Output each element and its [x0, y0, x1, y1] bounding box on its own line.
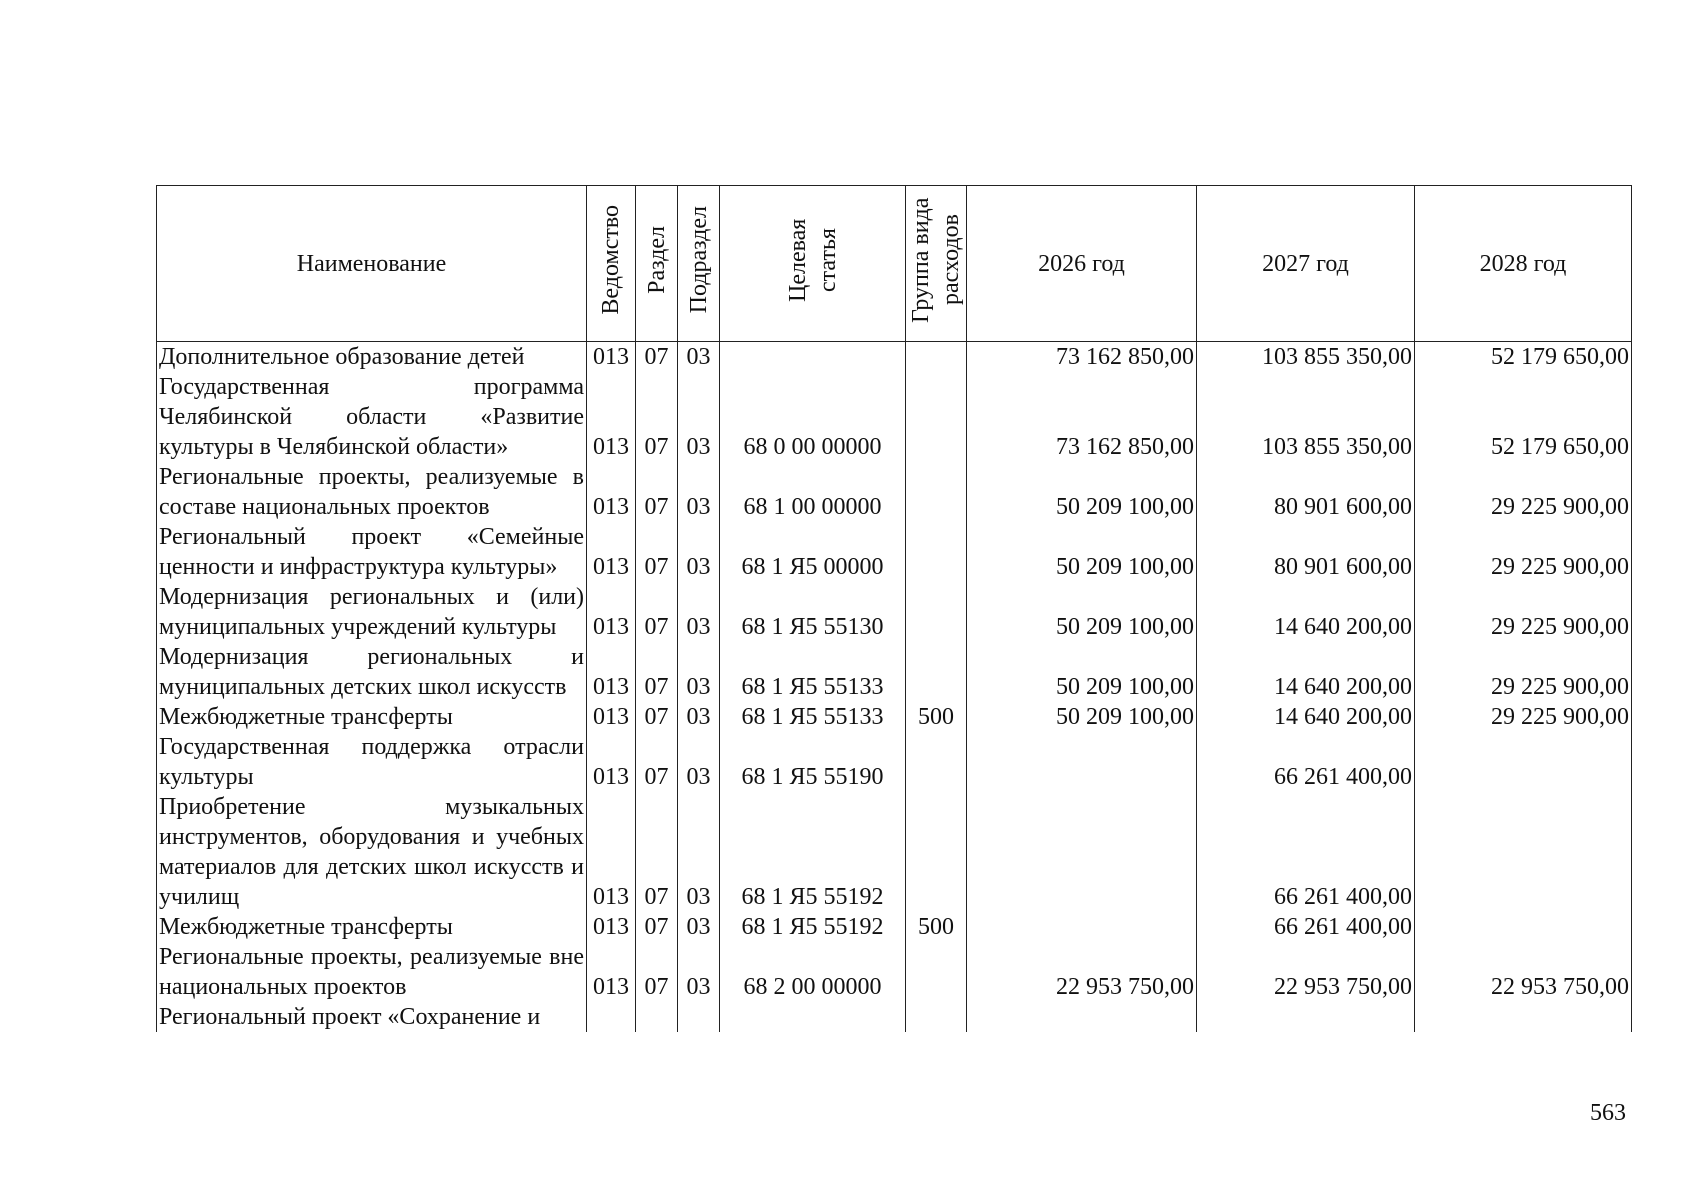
cell-subsection: 03: [678, 642, 720, 702]
cell-year-2028: 29 225 900,00: [1415, 462, 1632, 522]
cell-target-item: 68 1 Я5 55133: [720, 642, 906, 702]
cell-expense-group: [906, 522, 967, 582]
cell-year-2028: 29 225 900,00: [1415, 642, 1632, 702]
cell-year-2026: [967, 732, 1197, 792]
cell-year-2028: [1415, 732, 1632, 792]
cell-section: 07: [636, 792, 678, 912]
cell-expense-group: [906, 642, 967, 702]
cell-section: 07: [636, 582, 678, 642]
cell-name: Дополнительное образование детей: [157, 342, 587, 373]
cell-year-2027: 14 640 200,00: [1197, 702, 1415, 732]
page-number: 563: [1590, 1100, 1626, 1126]
cell-target-item: 68 1 Я5 55130: [720, 582, 906, 642]
cell-section: 07: [636, 912, 678, 942]
cell-expense-group: [906, 942, 967, 1002]
cell-year-2028: 22 953 750,00: [1415, 942, 1632, 1002]
budget-table: [156, 185, 1632, 1032]
cell-name: Государственная поддержка отрасли культуры: [157, 732, 587, 792]
cell-name: Модернизация региональных и (или) муниципальных учреждений культуры: [157, 582, 587, 642]
cell-year-2027: 14 640 200,00: [1197, 582, 1415, 642]
cell-year-2026: [967, 912, 1197, 942]
table-body: [157, 342, 1632, 1033]
table-row: [157, 1002, 1632, 1032]
cell-section: 07: [636, 342, 678, 373]
header-expense-group-label: Группа вида расходов: [908, 196, 964, 323]
header-target-item-label: Целевая статья: [784, 217, 841, 302]
header-subsection-label: Подраздел: [685, 205, 712, 314]
cell-section: 07: [636, 522, 678, 582]
cell-year-2026: 73 162 850,00: [967, 372, 1197, 462]
cell-target-item: 68 1 Я5 00000: [720, 522, 906, 582]
cell-subsection: [678, 1002, 720, 1032]
cell-department: 013: [587, 942, 636, 1002]
cell-year-2026: 22 953 750,00: [967, 942, 1197, 1002]
cell-department: 013: [587, 462, 636, 522]
table-row: [157, 582, 1632, 642]
cell-year-2027: 103 855 350,00: [1197, 372, 1415, 462]
cell-department: [587, 1002, 636, 1032]
cell-year-2027: 66 261 400,00: [1197, 732, 1415, 792]
header-year-2027-label: 2027 год: [1262, 250, 1349, 277]
cell-year-2026: 50 209 100,00: [967, 462, 1197, 522]
cell-name: Региональные проекты, реализуемые в составе национальных проектов: [157, 462, 587, 522]
header-row: [157, 186, 1632, 342]
cell-year-2028: [1415, 792, 1632, 912]
cell-year-2027: 80 901 600,00: [1197, 522, 1415, 582]
cell-year-2028: 52 179 650,00: [1415, 372, 1632, 462]
header-expense-group: [906, 186, 967, 342]
cell-year-2027: 22 953 750,00: [1197, 942, 1415, 1002]
table-row: [157, 792, 1632, 912]
header-target-item: [720, 186, 906, 342]
cell-name: Приобретение музыкальных инструментов, оборудования и учебных материалов для детских школ искусств и училищ: [157, 792, 587, 912]
table-row: [157, 462, 1632, 522]
cell-subsection: 03: [678, 582, 720, 642]
cell-expense-group: [906, 1002, 967, 1032]
table-row: [157, 372, 1632, 462]
cell-section: 07: [636, 462, 678, 522]
cell-target-item: [720, 1002, 906, 1032]
cell-section: 07: [636, 942, 678, 1002]
cell-section: 07: [636, 732, 678, 792]
header-year-2026-label: 2026 год: [1038, 250, 1125, 277]
cell-name: Региональный проект «Сохранение и: [157, 1002, 587, 1032]
header-subsection: [678, 186, 720, 342]
cell-expense-group: 500: [906, 912, 967, 942]
cell-expense-group: [906, 582, 967, 642]
cell-target-item: 68 1 Я5 55192: [720, 792, 906, 912]
cell-department: 013: [587, 372, 636, 462]
cell-name: Региональные проекты, реализуемые вне национальных проектов: [157, 942, 587, 1002]
cell-year-2028: [1415, 1002, 1632, 1032]
header-section-label: Раздел: [643, 225, 670, 294]
cell-year-2026: 73 162 850,00: [967, 342, 1197, 373]
cell-name: Межбюджетные трансферты: [157, 702, 587, 732]
cell-target-item: 68 1 00 00000: [720, 462, 906, 522]
cell-target-item: [720, 342, 906, 373]
table-row: [157, 702, 1632, 732]
cell-target-item: 68 1 Я5 55133: [720, 702, 906, 732]
cell-name: Модернизация региональных и муниципальных детских школ искусств: [157, 642, 587, 702]
cell-target-item: 68 1 Я5 55192: [720, 912, 906, 942]
cell-year-2027: 103 855 350,00: [1197, 342, 1415, 373]
cell-subsection: 03: [678, 522, 720, 582]
cell-year-2026: 50 209 100,00: [967, 702, 1197, 732]
cell-year-2027: 66 261 400,00: [1197, 912, 1415, 942]
cell-year-2026: 50 209 100,00: [967, 522, 1197, 582]
cell-year-2026: 50 209 100,00: [967, 642, 1197, 702]
cell-department: 013: [587, 792, 636, 912]
cell-year-2027: 14 640 200,00: [1197, 642, 1415, 702]
header-name-label: Наименование: [296, 250, 447, 277]
cell-subsection: 03: [678, 702, 720, 732]
cell-year-2028: 52 179 650,00: [1415, 342, 1632, 373]
header-section: [636, 186, 678, 342]
cell-expense-group: [906, 732, 967, 792]
header-year-2028-label: 2028 год: [1479, 250, 1567, 277]
cell-department: 013: [587, 642, 636, 702]
cell-name: Региональный проект «Семейные ценности и инфраструктура культуры»: [157, 522, 587, 582]
table-row: [157, 642, 1632, 702]
header-year-2026: [967, 186, 1197, 342]
cell-target-item: 68 2 00 00000: [720, 942, 906, 1002]
cell-year-2028: [1415, 912, 1632, 942]
header-department-label: Ведомство: [598, 204, 624, 315]
cell-subsection: 03: [678, 942, 720, 1002]
cell-year-2028: 29 225 900,00: [1415, 522, 1632, 582]
header-name: [157, 186, 587, 342]
cell-name: Государственная программа Челябинской области «Развитие культуры в Челябинской области»: [157, 372, 587, 462]
cell-subsection: 03: [678, 912, 720, 942]
cell-year-2027: [1197, 1002, 1415, 1032]
cell-target-item: 68 1 Я5 55190: [720, 732, 906, 792]
table-row: [157, 942, 1632, 1002]
cell-section: [636, 1002, 678, 1032]
cell-department: 013: [587, 342, 636, 373]
cell-expense-group: 500: [906, 702, 967, 732]
cell-year-2026: 50 209 100,00: [967, 582, 1197, 642]
cell-section: 07: [636, 372, 678, 462]
cell-department: 013: [587, 522, 636, 582]
cell-department: 013: [587, 702, 636, 732]
cell-department: 013: [587, 912, 636, 942]
cell-subsection: 03: [678, 372, 720, 462]
cell-year-2028: 29 225 900,00: [1415, 702, 1632, 732]
cell-year-2027: 80 901 600,00: [1197, 462, 1415, 522]
cell-subsection: 03: [678, 342, 720, 373]
cell-year-2026: [967, 792, 1197, 912]
cell-expense-group: [906, 342, 967, 373]
cell-target-item: 68 0 00 00000: [720, 372, 906, 462]
cell-section: 07: [636, 642, 678, 702]
cell-section: 07: [636, 702, 678, 732]
cell-expense-group: [906, 792, 967, 912]
table-row: [157, 732, 1632, 792]
cell-name: Межбюджетные трансферты: [157, 912, 587, 942]
header-department: [587, 186, 636, 342]
table-row: [157, 912, 1632, 942]
cell-subsection: 03: [678, 792, 720, 912]
table-row: [157, 522, 1632, 582]
table-row: [157, 342, 1632, 373]
cell-year-2026: [967, 1002, 1197, 1032]
header-year-2027: [1197, 186, 1415, 342]
cell-department: 013: [587, 582, 636, 642]
cell-year-2028: 29 225 900,00: [1415, 582, 1632, 642]
cell-subsection: 03: [678, 462, 720, 522]
cell-expense-group: [906, 372, 967, 462]
cell-department: 013: [587, 732, 636, 792]
cell-subsection: 03: [678, 732, 720, 792]
cell-expense-group: [906, 462, 967, 522]
header-year-2028: [1415, 186, 1632, 342]
cell-year-2027: 66 261 400,00: [1197, 792, 1415, 912]
